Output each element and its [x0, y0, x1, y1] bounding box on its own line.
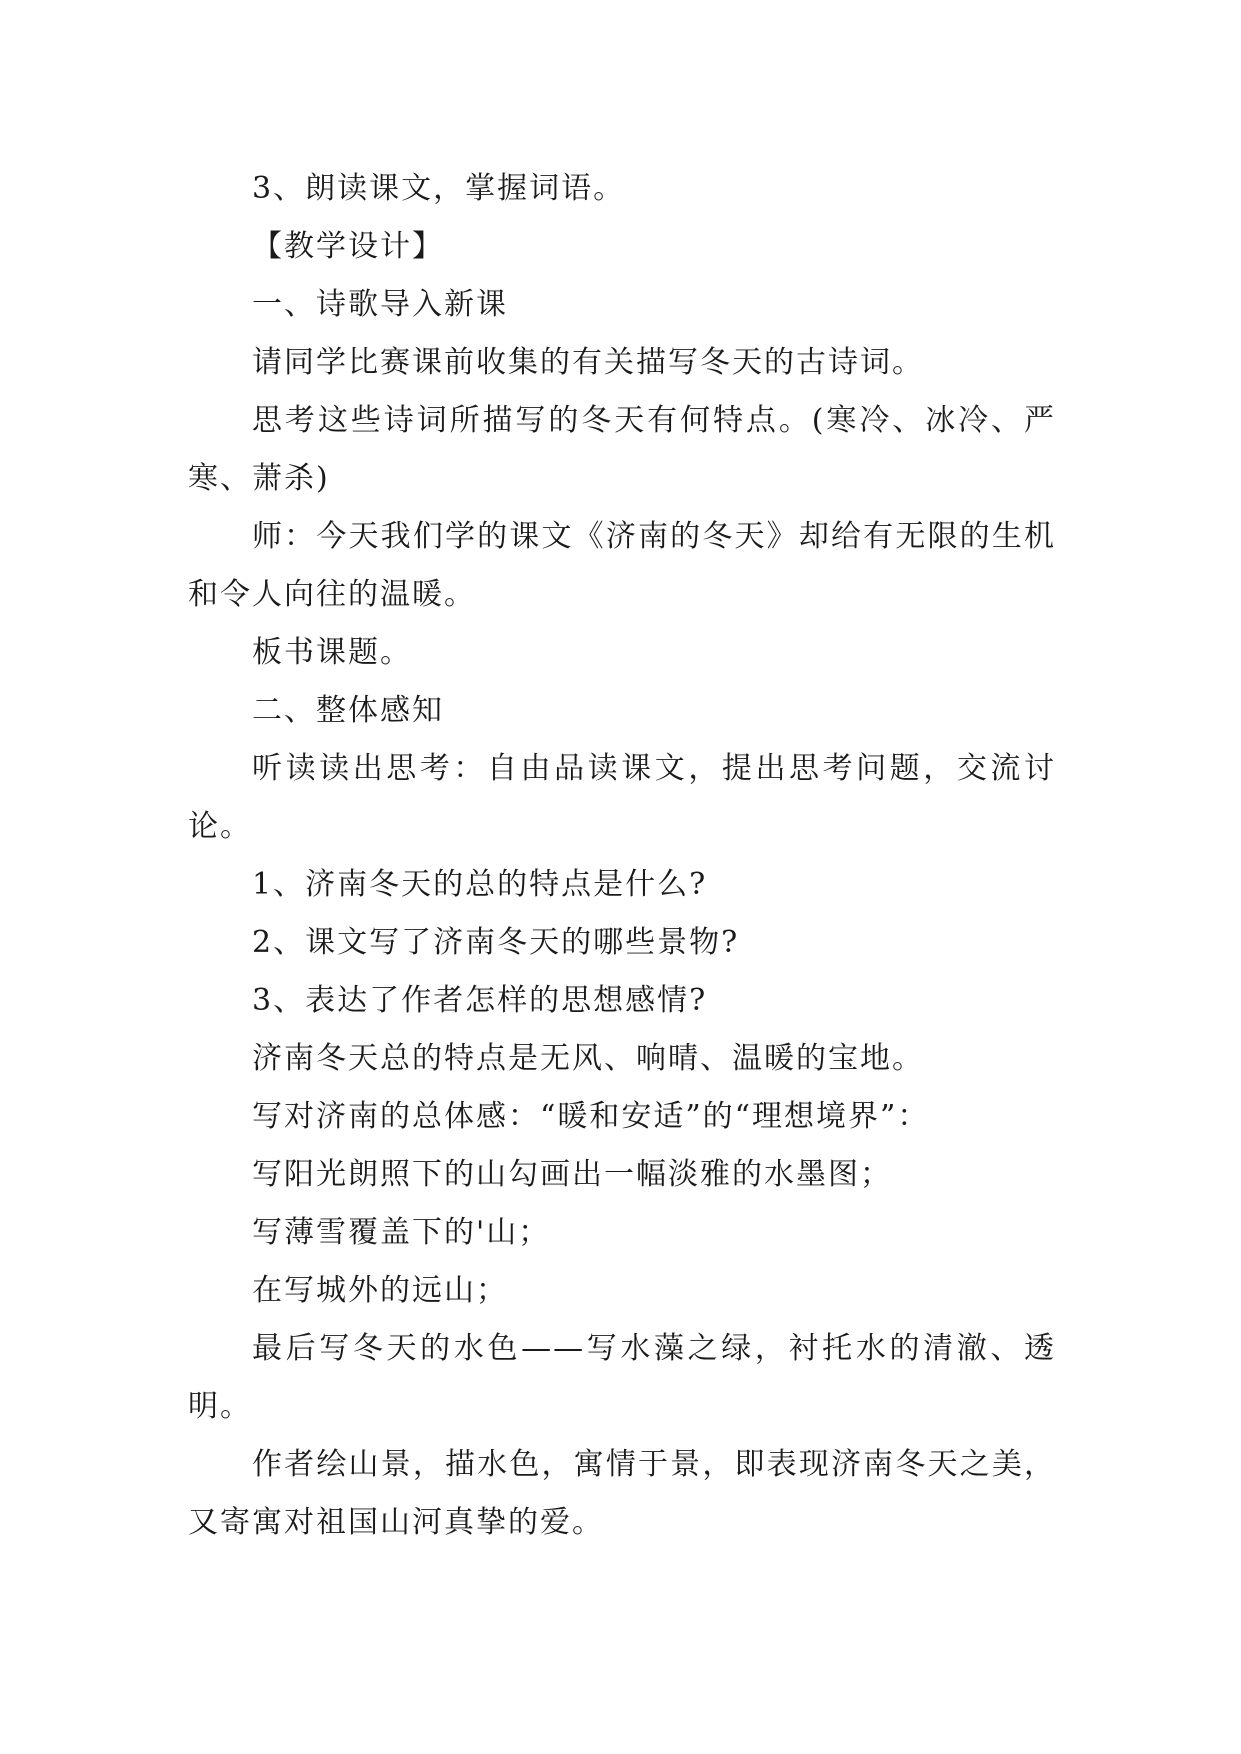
- paragraph: 3、朗读课文，掌握词语。: [252, 171, 626, 206]
- section-heading-teaching-design: 【教学设计】: [252, 229, 444, 264]
- paragraph: 作者绘山景，描水色，寓情于景，即表现济南冬天之美，又寄寓对祖国山河真挚的爱。: [188, 1447, 1056, 1540]
- paragraph: 板书课题。: [252, 635, 412, 670]
- question-item: 1、济南冬天的总的特点是什么?: [252, 867, 708, 902]
- section-heading-poem-intro: 一、诗歌导入新课: [252, 287, 508, 322]
- paragraph: 写阳光朗照下的山勾画出一幅淡雅的水墨图；: [252, 1157, 892, 1192]
- paragraph: 思考这些诗词所描写的冬天有何特点。(寒冷、冰冷、严寒、萧杀): [188, 403, 1056, 496]
- question-item: 2、课文写了济南冬天的哪些景物?: [252, 925, 740, 960]
- paragraph: 写对济南的总体感：“暖和安适”的“理想境界”：: [252, 1099, 930, 1134]
- question-item: 3、表达了作者怎样的思想感情?: [252, 983, 708, 1018]
- paragraph: 在写城外的远山；: [252, 1273, 508, 1308]
- paragraph: 听读读出思考：自由品读课文，提出思考问题，交流讨论。: [188, 751, 1056, 844]
- paragraph: 请同学比赛课前收集的有关描写冬天的古诗词。: [252, 345, 924, 380]
- section-heading-overall-perception: 二、整体感知: [252, 693, 444, 728]
- paragraph: 师：今天我们学的课文《济南的冬天》却给有无限的生机和令人向往的温暖。: [188, 519, 1056, 612]
- paragraph: 济南冬天总的特点是无风、响晴、温暖的宝地。: [252, 1041, 924, 1076]
- paragraph: 最后写冬天的水色——写水藻之绿，衬托水的清澈、透明。: [188, 1331, 1056, 1424]
- document-body: [188, 160, 1056, 1552]
- paragraph: 写薄雪覆盖下的'山；: [252, 1215, 551, 1250]
